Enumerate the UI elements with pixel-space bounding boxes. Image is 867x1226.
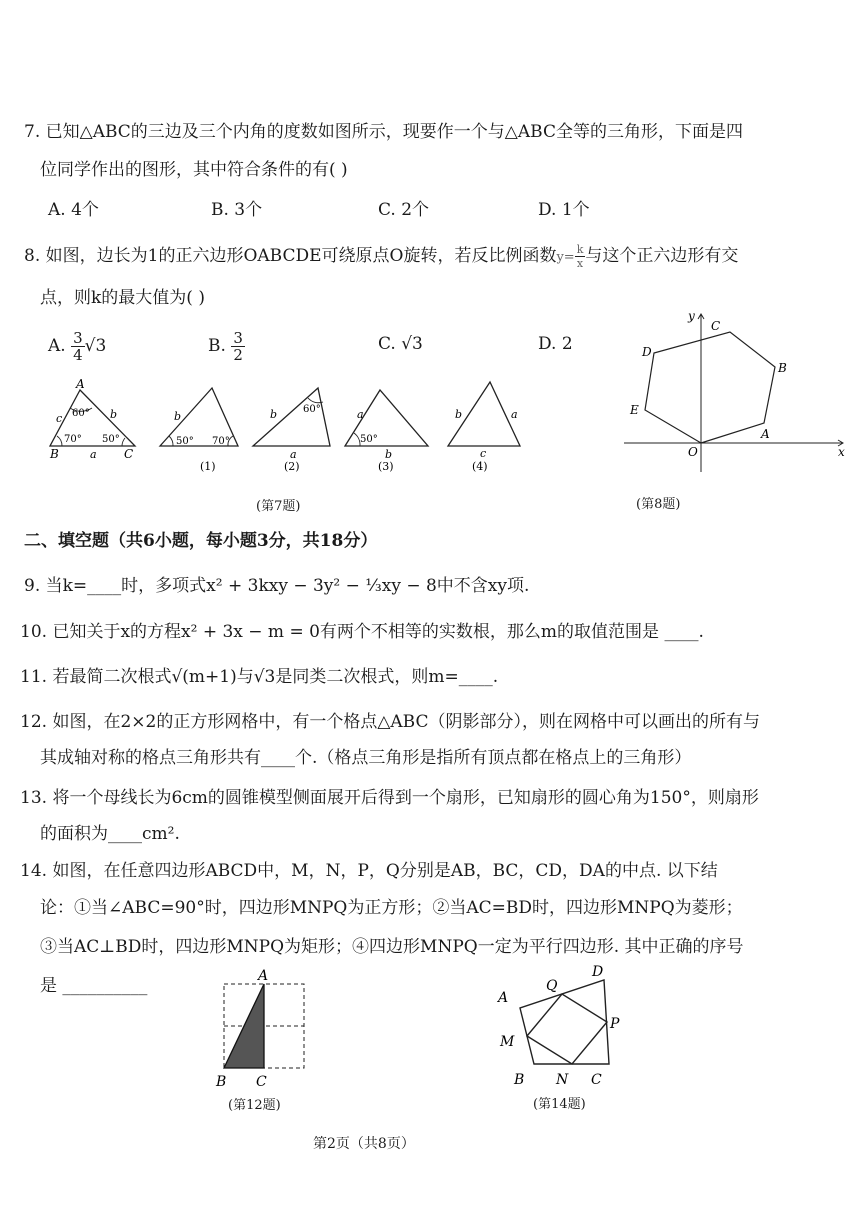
q7-line2: 位同学作出的图形，其中符合条件的有( ) [40, 160, 348, 180]
q7-f1-side-b: b [174, 410, 182, 423]
q7-f4-label: (4) [472, 460, 488, 473]
q8-option-b-frac [231, 330, 245, 363]
q7-f2-side-a: a [290, 448, 297, 461]
q8-option-a-rad: √3 [84, 336, 107, 356]
q14-label-d: D [592, 964, 604, 980]
q7-f3-label: (3) [378, 460, 394, 473]
section-2-heading: 二、填空题（共6小题，每小题3分，共18分） [24, 531, 378, 551]
q8-label-c: C [711, 319, 721, 333]
q8-label-b: B [778, 361, 787, 375]
q7-option-a: A. 4个 [48, 200, 99, 220]
q7-main-label-a: A [76, 378, 85, 391]
q8-option-c [378, 333, 423, 355]
q8-option-b-label: B. [208, 336, 226, 356]
page-footer: 第2页（共8页） [313, 1136, 415, 1152]
q9-text: 9. 当k=____时，多项式x² + 3kxy − 3y² − ⅓xy − 8中不含xy项. [24, 576, 530, 596]
q8-func-num: k [576, 243, 584, 256]
q7-main-angle-b: 70° [64, 434, 82, 445]
q8-func-den: x [576, 257, 584, 270]
q14-label-q: Q [546, 978, 558, 994]
q14-quadrilateral [520, 980, 609, 1064]
q7-main-side-b: b [110, 408, 118, 421]
q7-f4-side-a: a [511, 408, 518, 421]
q8-option-b-den: 2 [233, 346, 243, 364]
q7-option-d: D. 1个 [538, 200, 590, 220]
q14-inner-quadrilateral [527, 994, 607, 1064]
q7-main-side-c: c [56, 412, 63, 425]
q7-f2-angle: 60° [303, 404, 321, 415]
q7-figure-4 [448, 382, 520, 473]
q8-label-y: y [688, 309, 695, 323]
q7-f3-angle: 50° [360, 434, 378, 445]
q8-hexagon [645, 332, 775, 443]
q12-caption: (第12题) [228, 1098, 281, 1113]
q8-line1-end: 与这个正六边形有交 [585, 246, 739, 266]
q14-label-c: C [591, 1072, 602, 1088]
q14-label-a: A [498, 990, 509, 1006]
q13-line2: 的面积为____cm². [40, 824, 180, 844]
q8-func-frac [575, 243, 586, 270]
q7-main-angle-a: 60° [72, 408, 90, 419]
q12-label-b: B [216, 1074, 227, 1090]
q12-line1: 12. 如图，在2×2的正方形网格中，有一个格点△ABC（阴影部分），则在网格中可以画出的所有与 [20, 712, 760, 732]
q12-line2: 其成轴对称的格点三角形共有____个.（格点三角形是指所有顶点都在格点上的三角形） [40, 748, 692, 768]
q13-line1: 13. 将一个母线长为6cm的圆锥模型侧面展开后得到一个扇形，已知扇形的圆心角为150°，则扇形 [20, 788, 759, 808]
q7-figure-2 [253, 388, 330, 473]
q7-f1-label: (1) [200, 460, 216, 473]
q7-f1-angle-left: 50° [176, 436, 194, 447]
q7-main-triangle [49, 378, 135, 461]
q7-caption: (第7题) [256, 499, 301, 514]
q7-option-b: B. 3个 [211, 200, 263, 220]
q10-text: 10. 已知关于x的方程x² + 3x − m = 0有两个不相等的实数根，那么m的取值范围是 ____. [20, 622, 704, 642]
q8-func-y: y= [556, 250, 575, 265]
q8-option-a [48, 330, 106, 363]
q8-option-d: D. 2 [538, 334, 573, 354]
q14-line2: 论：①当∠ABC=90°时，四边形MNPQ为正方形；②当AC=BD时，四边形MNPQ为菱形； [40, 898, 743, 918]
q7-line1: 7. 已知△ABC的三边及三个内角的度数如图所示，现要作一个与△ABC全等的三角形，下面是四 [24, 122, 743, 142]
q14-line1: 14. 如图，在任意四边形ABCD中，M，N，P，Q分别是AB，BC，CD，DA的中点. 以下结 [20, 861, 718, 881]
q14-label-m: M [500, 1034, 515, 1050]
q8-line1 [24, 243, 738, 270]
q7-f4-side-b: b [455, 408, 463, 421]
q8-label-d: D [642, 345, 652, 359]
q7-f3-side-b: b [385, 448, 393, 461]
q7-f1-angle-right: 70° [212, 436, 230, 447]
q7-f4-side-c: c [480, 447, 487, 460]
q7-f3-side-a: a [357, 408, 364, 421]
q7-main-side-a: a [90, 448, 97, 461]
q8-option-b [208, 330, 245, 363]
q7-main-label-b: B [50, 447, 59, 461]
q8-line2: 点，则k的最大值为( ) [40, 288, 205, 308]
q7-figure-3 [345, 390, 428, 473]
q12-figure [212, 962, 312, 1094]
q8-option-c-value: √3 [401, 334, 423, 354]
q8-label-o: O [688, 445, 698, 459]
q12-shaded-triangle [224, 984, 264, 1068]
q8-label-a: A [761, 427, 770, 441]
q7-main-label-c: C [124, 447, 134, 461]
q14-caption: (第14题) [533, 1097, 586, 1112]
q12-label-c: C [256, 1074, 267, 1090]
q7-option-c: C. 2个 [378, 200, 430, 220]
q8-caption: (第8题) [636, 497, 681, 512]
q14-figure [492, 960, 632, 1090]
q8-label-e: E [630, 403, 639, 417]
q8-figure [618, 306, 858, 486]
q14-label-n: N [556, 1072, 569, 1088]
q11-text: 11. 若最简二次根式√(m+1)与√3是同类二次根式，则m=____. [20, 667, 499, 687]
q8-label-x: x [838, 445, 845, 459]
q7-main-angle-c: 50° [102, 434, 120, 445]
q8-option-a-label: A. [48, 336, 66, 356]
q7-f2-side-b: b [270, 408, 278, 421]
q8-option-a-den: 4 [73, 346, 83, 364]
q12-label-a: A [258, 968, 269, 984]
q7-figure-1 [160, 388, 238, 473]
q8-line1-start: 8. 如图，边长为1的正六边形OABCDE可绕原点O旋转，若反比例函数 [24, 246, 557, 266]
q14-line4: 是 __________ [40, 976, 148, 996]
q8-option-c-label: C. [378, 334, 396, 354]
q7-figures [40, 378, 540, 478]
q8-option-a-frac [71, 330, 85, 363]
q14-line3: ③当AC⊥BD时，四边形MNPQ为矩形；④四边形MNPQ一定为平行四边形. 其中正确的序号 [40, 937, 744, 957]
q14-label-p: P [610, 1016, 620, 1032]
q8-option-a-num: 3 [73, 329, 83, 347]
q14-label-b: B [514, 1072, 525, 1088]
q7-f2-label: (2) [284, 460, 300, 473]
q8-option-b-num: 3 [233, 329, 243, 347]
